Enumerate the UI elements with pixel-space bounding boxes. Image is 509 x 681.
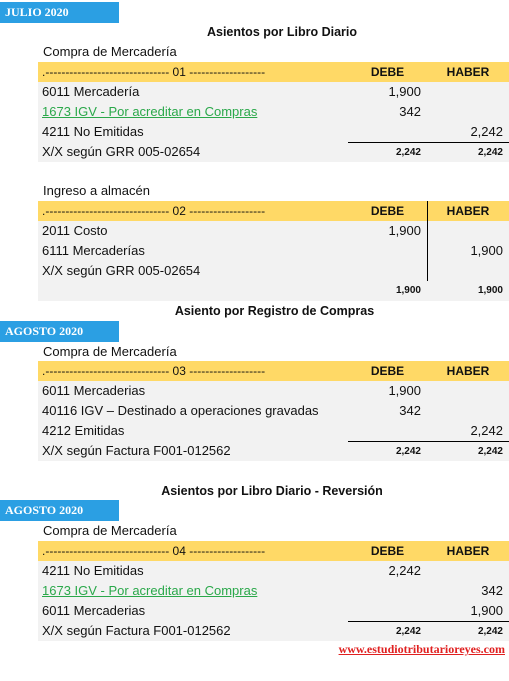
haber-value [427,381,509,401]
debe-value [348,601,427,621]
website-link[interactable]: www.estudiotributarioreyes.com [338,642,505,656]
haber-value: 342 [481,583,503,598]
account-name: 6011 Mercaderias [42,603,146,618]
table-row [38,381,509,401]
account-link[interactable]: 1673 IGV - Por acreditar en Compras [42,104,258,119]
table-row [38,82,509,102]
t-account-divider [427,201,428,281]
haber-value [427,401,509,421]
haber-value [427,82,509,102]
debe-header: DEBE [370,544,405,558]
entry-label: .------------------------------- 02 ------------------- [42,204,266,218]
journal-entry-01 [38,62,509,162]
account-name: X/X según GRR 005-02654 [42,263,201,278]
debe-header: DEBE [370,65,405,79]
table-header [38,62,509,82]
debe-value: 342 [399,104,421,119]
table-row [38,221,509,241]
entry-label: .------------------------------- 01 ------------------- [42,65,266,79]
table-row [38,601,509,621]
table-row [38,561,509,581]
account-name: 2011 Costo [42,223,108,238]
account-name: X/X según Factura F001-012562 [42,623,231,638]
month-tag-julio: JULIO 2020 [0,2,119,23]
table-row [38,401,509,421]
debe-value: 1,900 [388,383,421,398]
account-link[interactable]: 1673 IGV - Por acreditar en Compras [42,583,258,598]
table-header [38,361,509,381]
entry-description: Ingreso a almacén [43,183,150,198]
debe-header: DEBE [370,204,405,218]
table-row [38,241,509,261]
haber-total: 2,242 [427,142,509,162]
table-row [38,581,509,601]
haber-total: 2,242 [427,441,509,461]
debe-header: DEBE [370,364,405,378]
account-name: 6011 Mercaderias [42,383,146,398]
entry-description: Compra de Mercadería [43,344,177,359]
debe-total: 1,900 [395,285,421,296]
account-name: X/X según GRR 005-02654 [42,144,201,159]
debe-total: 2,242 [348,142,427,162]
haber-total: 1,900 [477,285,503,296]
debe-value: 1,900 [388,84,421,99]
account-name: 4211 No Emitidas [42,563,144,578]
haber-value [427,221,509,241]
haber-value [427,561,509,581]
debe-value: 2,242 [388,563,421,578]
journal-entry-02 [38,201,509,301]
account-name: X/X según Factura F001-012562 [42,443,231,458]
debe-value [348,581,427,601]
haber-header: HABER [446,65,490,79]
haber-header: HABER [446,364,490,378]
haber-value: 2,242 [470,124,503,139]
debe-total: 2,242 [348,621,427,641]
debe-value [348,421,427,441]
table-row [38,102,509,122]
account-name-link[interactable] [38,102,348,122]
account-name: 4211 No Emitidas [42,124,144,139]
total-row [38,281,509,301]
section-title-libro-diario: Asientos por Libro Diario [206,25,357,39]
entry-description: Compra de Mercadería [43,44,177,59]
total-row [38,441,509,461]
month-tag-agosto: AGOSTO 2020 [0,321,119,342]
month-tag-agosto-reversion: AGOSTO 2020 [0,500,119,521]
account-name-link[interactable] [38,581,348,601]
debe-value [348,122,427,142]
table-row [38,421,509,441]
journal-entry-04 [38,541,509,641]
debe-total: 2,242 [348,441,427,461]
account-name [38,281,348,301]
account-name: 4212 Emitidas [42,423,125,438]
debe-value: 1,900 [388,223,421,238]
table-header [38,541,509,561]
haber-value [427,261,509,281]
haber-value: 1,900 [470,603,503,618]
entry-description: Compra de Mercadería [43,523,177,538]
account-name: 40116 IGV – Destinado a operaciones gravadas [42,403,319,418]
entry-label: .------------------------------- 04 ------------------- [42,544,266,558]
total-row [38,621,509,641]
haber-value: 2,242 [470,423,503,438]
haber-header: HABER [446,204,490,218]
account-name: 6111 Mercaderías [42,243,145,258]
haber-value [427,102,509,122]
section-title-registro-compras: Asiento por Registro de Compras [174,304,375,318]
journal-entry-03 [38,361,509,461]
table-row [38,261,509,281]
haber-total: 2,242 [427,621,509,641]
section-title-reversion: Asientos por Libro Diario - Reversión [161,484,383,498]
debe-value [348,241,427,261]
debe-value: 342 [399,403,421,418]
debe-value [348,261,427,281]
haber-value: 1,900 [470,243,503,258]
haber-header: HABER [446,544,490,558]
account-name: 6011 Mercadería [42,84,140,99]
table-header [38,201,509,221]
table-row [38,122,509,142]
entry-label: .------------------------------- 03 ------------------- [42,364,266,378]
total-row [38,142,509,162]
